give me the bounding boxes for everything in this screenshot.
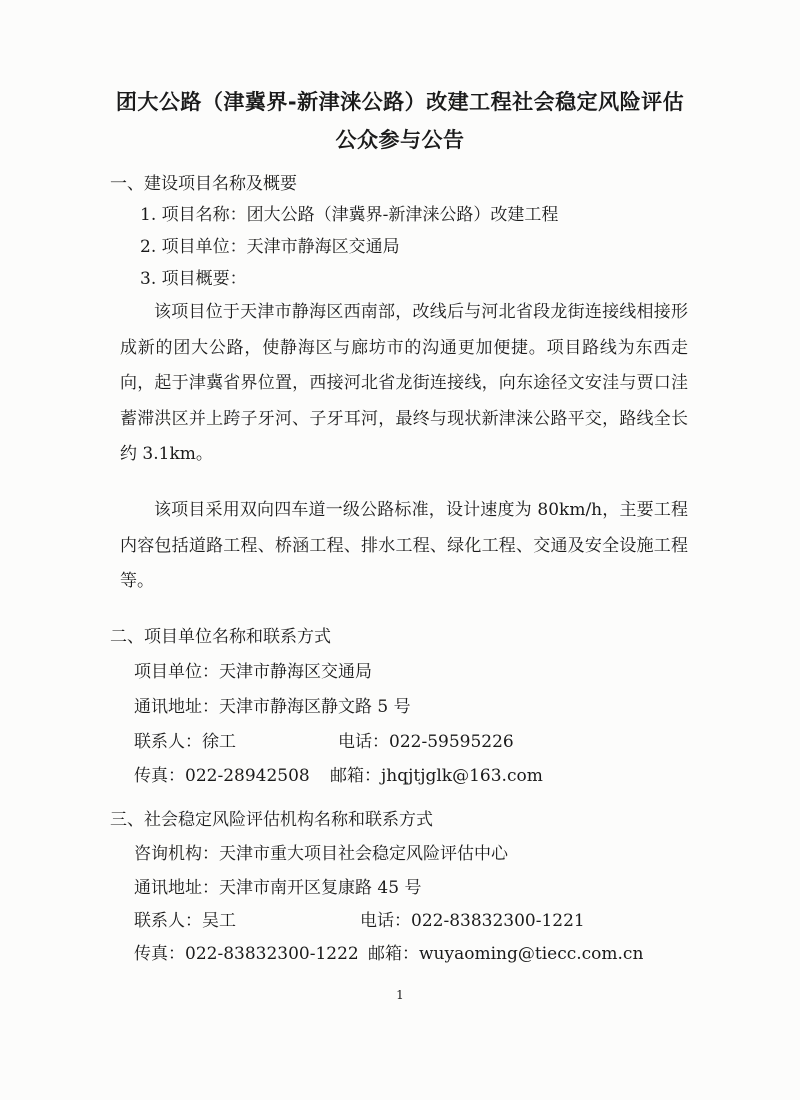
section3-heading: 三、社会稳定风险评估机构名称和联系方式 [110, 810, 433, 830]
section3-contact: 联系人：吴工 [134, 911, 236, 931]
project-name-item: 1. 项目名称：团大公路（津冀界-新津涞公路）改建工程 [140, 205, 559, 225]
section3-email: 邮箱：wuyaoming@tiecc.com.cn [368, 944, 644, 964]
project-overview-paragraph-1: 该项目位于天津市静海区西南部，改线后与河北省段龙街连接线相接形成新的团大公路，使静海区与廊坊市的沟通更加便捷。项目路线为东西走向，起于津冀省界位置，西接河北省龙街连接线，向东途径文安洼与贾口洼蓄滞洪区并上跨子牙河、子牙耳河，最终与现状新津涞公路平交，路线全长约 3.1km。 [120, 302, 688, 464]
section2-contact: 联系人：徐工 [134, 732, 236, 752]
document-subtitle: 公众参与公告 [335, 128, 465, 152]
document-title: 团大公路（津冀界-新津涞公路）改建工程社会稳定风险评估 [115, 90, 685, 114]
section2-unit: 项目单位：天津市静海区交通局 [134, 662, 372, 682]
section2-heading: 二、项目单位名称和联系方式 [110, 627, 331, 647]
section3-agency: 咨询机构：天津市重大项目社会稳定风险评估中心 [134, 844, 508, 864]
page-number: 1 [396, 988, 404, 1002]
section2-email: 邮箱：jhqjtjglk@163.com [330, 766, 543, 786]
section3-phone: 电话：022-83832300-1221 [360, 911, 585, 931]
project-unit-item: 2. 项目单位：天津市静海区交通局 [140, 237, 400, 257]
section3-fax: 传真：022-83832300-1222 [134, 944, 359, 964]
project-overview-item: 3. 项目概要： [140, 269, 247, 289]
section1-heading: 一、建设项目名称及概要 [110, 174, 297, 194]
section2-fax: 传真：022-28942508 [134, 766, 310, 786]
section3-address: 通讯地址：天津市南开区复康路 45 号 [134, 878, 422, 898]
section2-address: 通讯地址：天津市静海区静文路 5 号 [134, 697, 411, 717]
project-overview-paragraph-2: 该项目采用双向四车道一级公路标准，设计速度为 80km/h，主要工程内容包括道路工程、桥涵工程、排水工程、绿化工程、交通及安全设施工程等。 [120, 500, 688, 591]
section2-phone: 电话：022-59595226 [338, 732, 514, 752]
